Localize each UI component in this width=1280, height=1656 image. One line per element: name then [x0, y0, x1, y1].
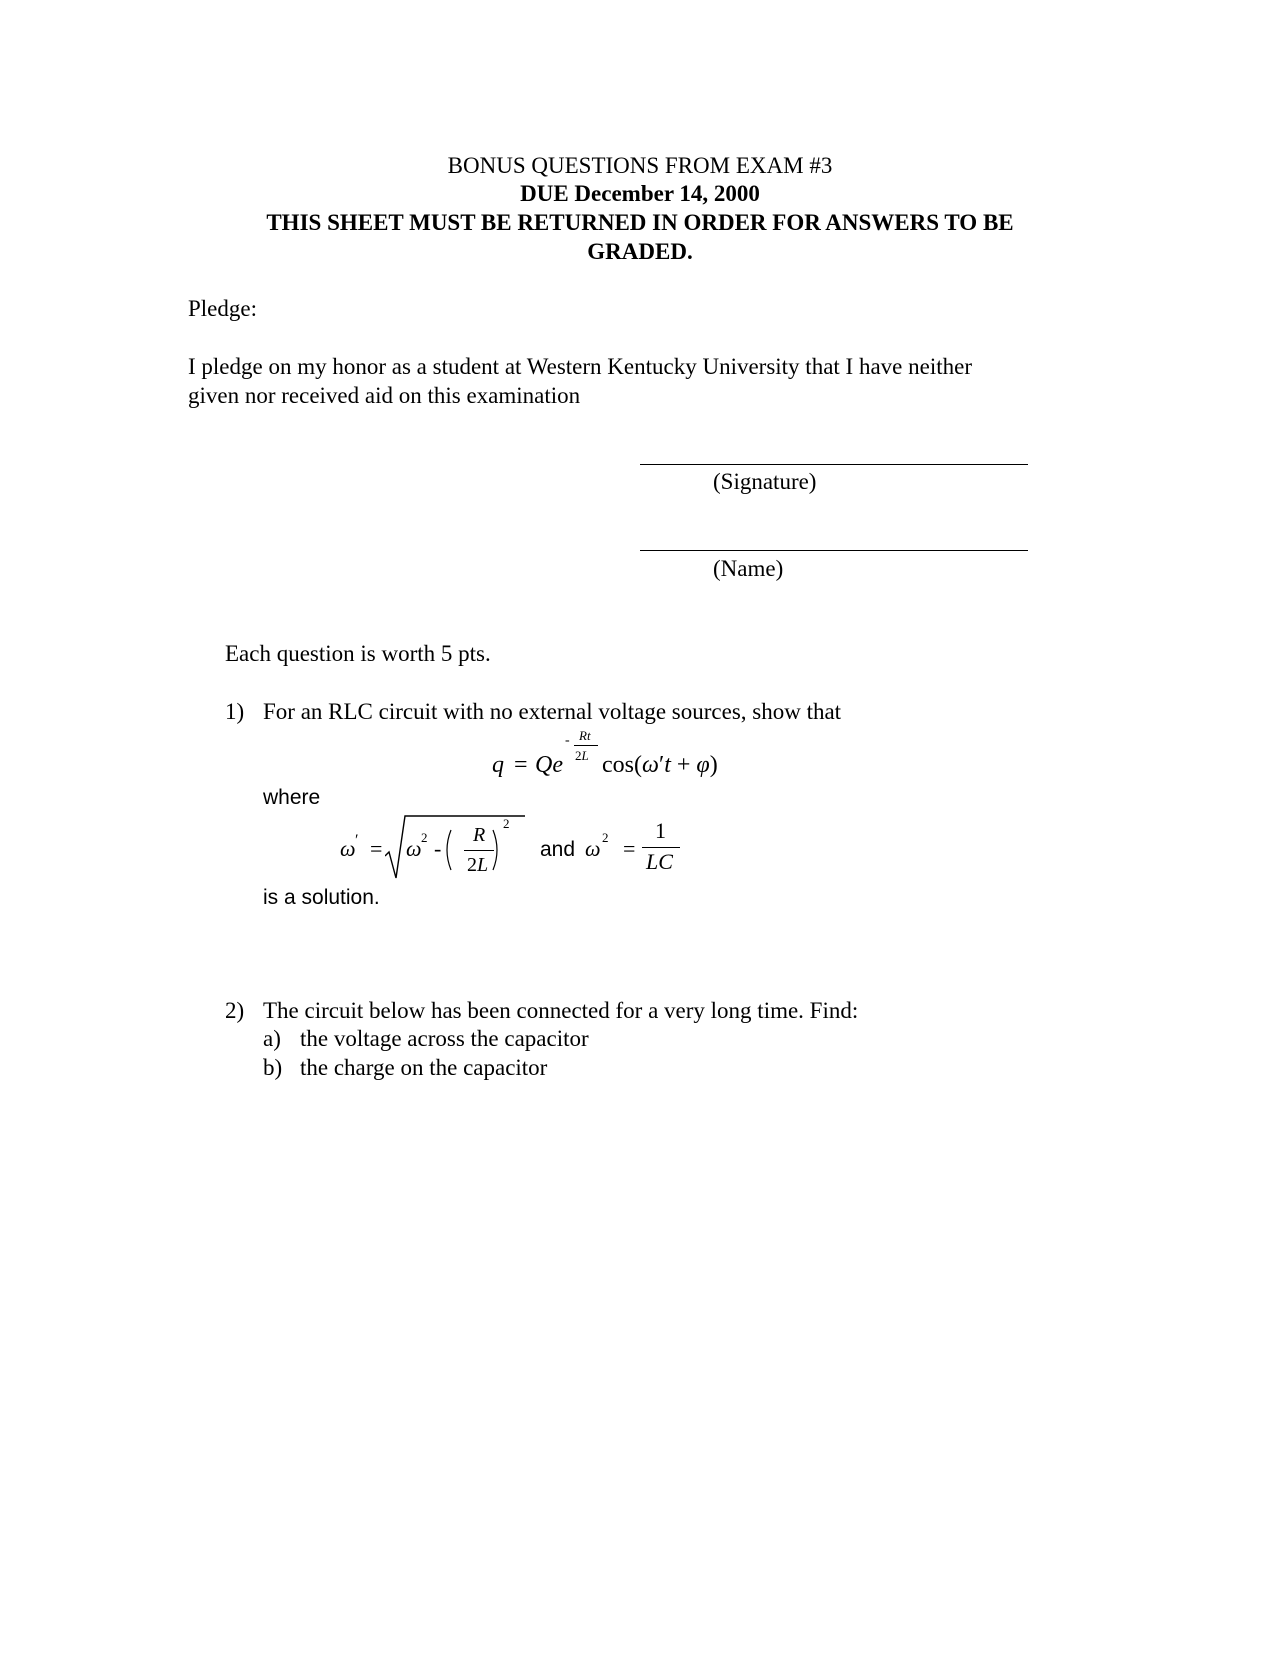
question-2b-label: b): [263, 1055, 283, 1080]
signature-line[interactable]: [640, 464, 1028, 465]
header-notice-continued: GRADED.: [587, 239, 693, 264]
question-2b-text: the charge on the capacitor: [300, 1055, 548, 1080]
charge-equation: q = Qe - Rt 2L cos(ω′t + φ): [492, 728, 718, 778]
question-1-text: For an RLC circuit with no external voltage sources, show that: [263, 699, 842, 724]
question-2-text: The circuit below has been connected for a very long time. Find:: [263, 998, 859, 1023]
question-1-solution: is a solution.: [263, 886, 380, 909]
pledge-text-line2: given nor received aid on this examination: [188, 383, 581, 408]
name-line[interactable]: [640, 550, 1028, 551]
signature-label: (Signature): [713, 469, 817, 494]
question-1-and: and: [540, 838, 576, 861]
pledge-label: Pledge:: [188, 296, 257, 321]
question-2a-text: the voltage across the capacitor: [300, 1026, 589, 1051]
question-2a-label: a): [263, 1026, 281, 1051]
question-1-where: where: [263, 786, 321, 809]
pledge-text-line1: I pledge on my honor as a student at Western Kentucky University that I have neither: [188, 354, 972, 379]
question-1-number: 1): [225, 699, 245, 724]
header-notice: THIS SHEET MUST BE RETURNED IN ORDER FOR ANSWERS TO BE: [266, 210, 1014, 235]
header-due-date: DUE December 14, 2000: [520, 181, 760, 206]
name-label: (Name): [713, 556, 784, 581]
omega-squared-equation: ω 2 = 1 LC: [585, 812, 695, 884]
points-note: Each question is worth 5 pts.: [225, 641, 491, 666]
header-title: BONUS QUESTIONS FROM EXAM #3: [447, 153, 833, 178]
question-2-number: 2): [225, 998, 245, 1023]
omega-prime-equation: ω ′ = ω 2 - R 2L 2: [340, 812, 520, 884]
